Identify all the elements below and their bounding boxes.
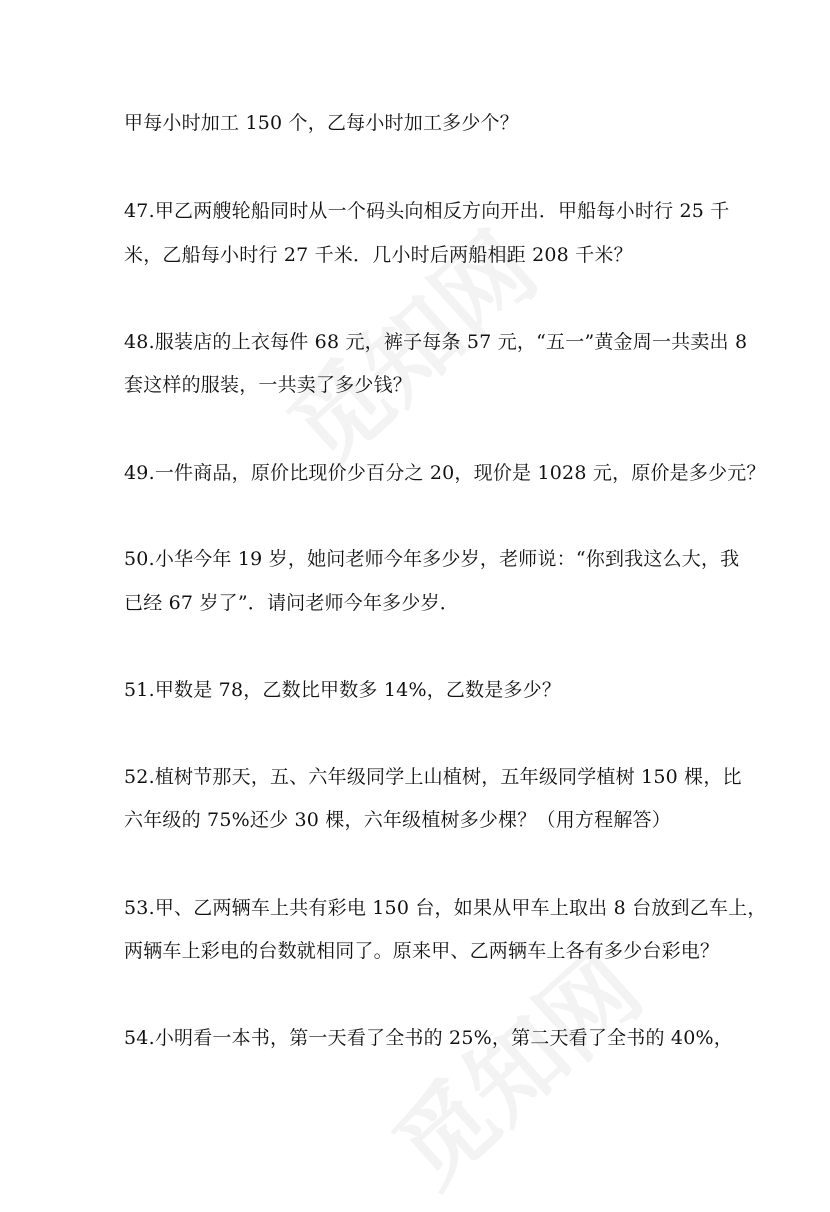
text-line-46-continued: 甲每小时加工 150 个，乙每小时加工多少个？ bbox=[124, 112, 519, 134]
question-50-line-1: 50.小华今年 19 岁，她问老师今年多少岁，老师说：“你到我这么大，我 bbox=[124, 548, 740, 570]
question-52-line-1: 52.植树节那天，五、六年级同学上山植树，五年级同学植树 150 棵，比 bbox=[124, 766, 742, 788]
question-51: 51.甲数是 78，乙数比甲数多 14%，乙数是多少？ bbox=[124, 679, 562, 701]
question-48-line-2: 套这样的服装，一共卖了多少钱？ bbox=[124, 374, 413, 396]
question-52-line-2: 六年级的 75%还少 30 棵，六年级植树多少棵？（用方程解答） bbox=[124, 809, 671, 831]
question-47-line-2: 米，乙船每小时行 27 千米．几小时后两船相距 208 千米？ bbox=[124, 244, 633, 266]
question-48-line-1: 48.服装店的上衣每件 68 元，裤子每条 57 元，“五一”黄金周一共卖出 8 bbox=[124, 331, 748, 353]
question-49: 49.一件商品，原价比现价少百分之 20，现价是 1028 元，原价是多少元？ bbox=[124, 462, 766, 484]
question-53-line-1: 53.甲、乙两辆车上共有彩电 150 台，如果从甲车上取出 8 台放到乙车上， bbox=[124, 897, 767, 919]
question-50-line-2: 已经 67 岁了”．请问老师今年多少岁． bbox=[124, 592, 459, 614]
question-53-line-2: 两辆车上彩电的台数就相同了。原来甲、乙两辆车上各有多少台彩电？ bbox=[124, 940, 720, 962]
question-47-line-1: 47.甲乙两艘轮船同时从一个码头向相反方向开出．甲船每小时行 25 千 bbox=[124, 200, 730, 222]
question-54-line-1: 54.小明看一本书，第一天看了全书的 25%，第二天看了全书的 40%， bbox=[124, 1027, 733, 1049]
